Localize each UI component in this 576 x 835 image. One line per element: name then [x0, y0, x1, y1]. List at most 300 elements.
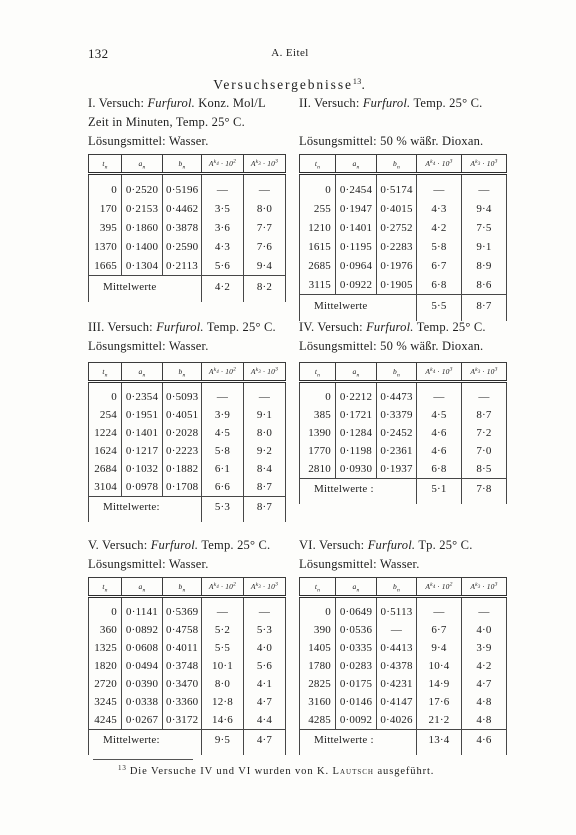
b-value-cell: 0·4758	[163, 621, 202, 639]
column-symbol: t	[102, 159, 105, 168]
time-cell: 0	[89, 174, 122, 200]
table-row	[89, 406, 286, 424]
b-value-cell: 0·3878	[163, 218, 202, 237]
a-value-cell: 0·1721	[336, 406, 377, 424]
column-header-a-value	[336, 363, 377, 382]
time-cell: 1780	[300, 657, 336, 675]
column-symbol: b	[178, 159, 183, 168]
k4-value-cell: 4·2	[417, 218, 462, 237]
column-subscript: n	[104, 587, 108, 594]
footnote	[118, 766, 434, 777]
k3-value-cell: —	[244, 382, 286, 407]
b-value-cell: 0·2028	[163, 424, 202, 442]
k3-value-cell: 8·5	[462, 460, 507, 479]
k4-value-cell: —	[417, 382, 462, 407]
substance-name: Furfurol.	[366, 320, 414, 334]
k4-value-cell: 6·8	[417, 275, 462, 295]
mean-row	[89, 730, 286, 756]
a-value-cell: 0·0092	[336, 711, 377, 730]
time-cell: 3104	[89, 478, 122, 497]
column-header-time	[89, 155, 122, 174]
experiment-conditions: Tp. 25° C.	[415, 538, 473, 552]
column-header-k4-value	[417, 155, 462, 174]
a-value-cell: 0·0494	[122, 657, 163, 675]
k3-value-cell: 9·4	[462, 199, 507, 218]
time-cell: 1224	[89, 424, 122, 442]
time-cell: 1624	[89, 442, 122, 460]
column-header-a-value	[336, 155, 377, 174]
column-factor: · 10	[435, 582, 450, 591]
b-value-cell: 0·2113	[163, 256, 202, 276]
time-cell: 3245	[89, 693, 122, 711]
time-cell: 3115	[300, 275, 336, 295]
k4-value-cell: 3·5	[202, 199, 244, 218]
a-value-cell: 0·0978	[122, 478, 163, 497]
a-value-cell: 0·0964	[336, 256, 377, 275]
time-cell: 385	[300, 406, 336, 424]
table-row	[300, 256, 507, 275]
mean-row	[300, 730, 507, 756]
column-factor: · 10	[260, 367, 276, 376]
time-cell: 1325	[89, 639, 122, 657]
k3-value-cell: 8·4	[244, 460, 286, 478]
experiment-conditions: Temp. 25° C.	[203, 320, 276, 334]
results-table-holder	[299, 154, 506, 321]
column-superscript: k4	[430, 581, 436, 590]
a-value-cell: 0·1284	[336, 424, 377, 442]
k3-value-cell: 9·4	[244, 256, 286, 276]
b-value-cell: 0·5369	[163, 597, 202, 622]
b-value-cell: 0·5196	[163, 174, 202, 200]
k3-value-cell: 4·7	[462, 675, 507, 693]
column-header-k4-value	[417, 578, 462, 597]
column-superscript-index: 4	[216, 369, 219, 375]
column-superscript: k4	[213, 366, 219, 375]
time-cell: 2720	[89, 675, 122, 693]
column-header-k3-value	[462, 578, 507, 597]
page-number: 132	[88, 46, 109, 61]
experiment-label: II. Versuch:	[299, 96, 363, 110]
a-value-cell: 0·0930	[336, 460, 377, 479]
k3-value-cell: 4·4	[244, 711, 286, 730]
column-symbol: t	[314, 582, 318, 591]
a-value-cell: 0·0536	[336, 621, 377, 639]
column-superscript-index: 3	[477, 161, 481, 167]
results-table-holder	[299, 577, 506, 755]
experiment-units-note: Zeit in Minuten, Temp. 25° C.	[88, 115, 245, 129]
results-table-holder	[88, 362, 285, 522]
mean-k3-value: 8·7	[462, 295, 507, 322]
column-factor-exponent: 3	[275, 366, 279, 373]
column-superscript: k3	[475, 158, 481, 167]
time-cell: 254	[89, 406, 122, 424]
column-superscript: k4	[430, 366, 436, 375]
a-value-cell: 0·1947	[336, 199, 377, 218]
a-value-cell: 0·0146	[336, 693, 377, 711]
k4-value-cell: 10·4	[417, 657, 462, 675]
column-superscript: k3	[255, 158, 261, 167]
mean-label: Mittelwerte:	[89, 497, 202, 523]
column-header-k4-value	[202, 155, 244, 174]
column-subscript: n	[104, 372, 108, 379]
k3-value-cell: 5·6	[244, 657, 286, 675]
k4-value-cell: 5·5	[202, 639, 244, 657]
k3-value-cell: —	[462, 174, 507, 200]
column-header-a-value	[122, 155, 163, 174]
footnote-text: Die Versuche IV und VI wurden von K.	[129, 766, 333, 777]
table-row	[89, 382, 286, 407]
table-row	[89, 621, 286, 639]
b-value-cell: 0·4026	[377, 711, 417, 730]
mean-k4-value: 4·2	[202, 276, 244, 303]
a-value-cell: 0·2354	[122, 382, 163, 407]
experiment-heading	[88, 94, 285, 113]
column-header-b-value	[163, 578, 202, 597]
column-subscript: n	[142, 372, 146, 379]
column-factor-exponent: 2	[449, 581, 453, 588]
k4-value-cell: 6·7	[417, 621, 462, 639]
solvent-label: Lösungsmittel: 50 % wäßr. Dioxan.	[299, 339, 484, 353]
k4-value-cell: 17·6	[417, 693, 462, 711]
column-header-k3-value	[244, 363, 286, 382]
k3-value-cell: 4·7	[244, 693, 286, 711]
k4-value-cell: 3·9	[202, 406, 244, 424]
time-cell: 390	[300, 621, 336, 639]
column-header-k3-value	[462, 363, 507, 382]
column-symbol: A	[208, 159, 214, 168]
table-row	[89, 639, 286, 657]
table-row	[89, 256, 286, 276]
solvent-label: Lösungsmittel: Wasser.	[88, 134, 209, 148]
k4-value-cell: —	[202, 597, 244, 622]
b-value-cell: 0·4015	[377, 199, 417, 218]
table-row	[89, 199, 286, 218]
table-row	[300, 675, 507, 693]
results-table	[88, 362, 286, 522]
column-symbol: t	[314, 367, 318, 376]
footnote-text-end: ausgeführt.	[373, 766, 435, 777]
column-superscript: k4	[213, 581, 219, 590]
experiment-heading	[299, 94, 506, 113]
k4-value-cell: 6·6	[202, 478, 244, 497]
table-row	[300, 237, 507, 256]
k3-value-cell: 4·2	[462, 657, 507, 675]
column-header-k3-value	[462, 155, 507, 174]
b-value-cell: 0·4147	[377, 693, 417, 711]
column-header-k3-value	[244, 155, 286, 174]
a-value-cell: 0·1217	[122, 442, 163, 460]
k4-value-cell: 5·8	[202, 442, 244, 460]
column-symbol: a	[138, 582, 143, 591]
a-value-cell: 0·1032	[122, 460, 163, 478]
k3-value-cell: 7·0	[462, 442, 507, 460]
k4-value-cell: —	[202, 382, 244, 407]
column-superscript-index: 4	[216, 584, 219, 590]
table-row	[89, 442, 286, 460]
column-symbol: b	[393, 582, 397, 591]
time-cell: 2825	[300, 675, 336, 693]
k3-value-cell: 8·9	[462, 256, 507, 275]
k3-value-cell: 9·2	[244, 442, 286, 460]
column-factor: · 10	[480, 367, 495, 376]
k3-value-cell: 4·8	[462, 693, 507, 711]
time-cell: 1390	[300, 424, 336, 442]
experiment-heading	[299, 318, 506, 337]
column-subscript: n	[396, 587, 400, 594]
column-header-k4-value	[417, 363, 462, 382]
a-value-cell: 0·0390	[122, 675, 163, 693]
a-value-cell: 0·0338	[122, 693, 163, 711]
column-subscript: n	[356, 372, 360, 379]
column-symbol: a	[352, 367, 357, 376]
time-cell: 0	[89, 382, 122, 407]
mean-label: Mittelwerte	[300, 295, 417, 322]
k3-value-cell: 7·5	[462, 218, 507, 237]
header-row	[89, 155, 286, 174]
mean-k3-value: 4·6	[462, 730, 507, 756]
column-symbol: b	[393, 367, 397, 376]
column-symbol: t	[102, 367, 105, 376]
mean-k4-value: 13·4	[417, 730, 462, 756]
experiment-label: V. Versuch:	[88, 538, 151, 552]
table-row	[89, 237, 286, 256]
solvent-label: Lösungsmittel: Wasser.	[299, 557, 420, 571]
column-subscript: n	[396, 164, 400, 171]
column-superscript-index: 3	[258, 584, 261, 590]
time-cell: 1820	[89, 657, 122, 675]
time-cell: 4245	[89, 711, 122, 730]
table-row	[89, 478, 286, 497]
k3-value-cell: —	[462, 597, 507, 622]
mean-k4-value: 5·3	[202, 497, 244, 523]
k4-value-cell: 5·8	[417, 237, 462, 256]
k4-value-cell: 6·7	[417, 256, 462, 275]
b-value-cell: 0·4051	[163, 406, 202, 424]
column-symbol: b	[178, 582, 183, 591]
b-value-cell: 0·2223	[163, 442, 202, 460]
table-row	[300, 406, 507, 424]
substance-name: Furfurol.	[362, 96, 411, 110]
b-value-cell: 0·5174	[377, 174, 417, 200]
a-value-cell: 0·1951	[122, 406, 163, 424]
k3-value-cell: 4·1	[244, 675, 286, 693]
k4-value-cell: 12·8	[202, 693, 244, 711]
time-cell: 0	[300, 174, 336, 200]
results-table	[299, 362, 507, 504]
mean-row	[300, 479, 507, 505]
b-value-cell: 0·4378	[377, 657, 417, 675]
k3-value-cell: 8·7	[462, 406, 507, 424]
column-symbol: b	[178, 367, 183, 376]
column-symbol: a	[352, 582, 357, 591]
column-factor-exponent: 3	[494, 366, 498, 373]
b-value-cell: 0·2361	[377, 442, 417, 460]
column-factor-exponent: 3	[275, 581, 279, 588]
table-row	[300, 199, 507, 218]
column-header-time	[89, 578, 122, 597]
k4-value-cell: 4·6	[417, 424, 462, 442]
k4-value-cell: 14·6	[202, 711, 244, 730]
column-symbol: A	[208, 367, 214, 376]
experiment-conditions: Konz. Mol/L	[194, 96, 266, 110]
k4-value-cell: 10·1	[202, 657, 244, 675]
a-value-cell: 0·1400	[122, 237, 163, 256]
b-value-cell: 0·2283	[377, 237, 417, 256]
column-superscript-index: 4	[432, 584, 436, 590]
section-title	[0, 77, 576, 93]
footnote-ref: 13	[352, 77, 362, 86]
a-value-cell: 0·0649	[336, 597, 377, 622]
table-row	[300, 639, 507, 657]
k4-value-cell: —	[417, 174, 462, 200]
column-superscript-index: 4	[432, 369, 436, 375]
time-cell: 255	[300, 199, 336, 218]
column-subscript: n	[396, 372, 400, 379]
table-row	[89, 218, 286, 237]
table-row	[89, 711, 286, 730]
experiment-conditions: Temp. 25° C.	[413, 320, 486, 334]
k3-value-cell: —	[244, 597, 286, 622]
time-cell: 395	[89, 218, 122, 237]
heading-spacer	[299, 113, 506, 132]
a-value-cell: 0·0922	[336, 275, 377, 295]
table-row	[300, 442, 507, 460]
table-row	[300, 657, 507, 675]
k3-value-cell: —	[244, 174, 286, 200]
k4-value-cell: 4·3	[417, 199, 462, 218]
column-factor-exponent: 2	[233, 158, 237, 165]
k3-value-cell: 8·7	[244, 478, 286, 497]
k4-value-cell: 6·8	[417, 460, 462, 479]
table-row	[89, 460, 286, 478]
a-value-cell: 0·1401	[336, 218, 377, 237]
column-factor-exponent: 3	[494, 158, 498, 165]
column-factor: · 10	[480, 582, 495, 591]
column-superscript: k3	[255, 366, 261, 375]
b-value-cell: 0·3748	[163, 657, 202, 675]
b-value-cell: 0·3470	[163, 675, 202, 693]
a-value-cell: 0·1198	[336, 442, 377, 460]
time-cell: 2810	[300, 460, 336, 479]
b-value-cell: 0·1882	[163, 460, 202, 478]
time-cell: 1615	[300, 237, 336, 256]
column-factor-exponent: 3	[449, 158, 453, 165]
mean-label: Mittelwerte :	[300, 479, 417, 505]
time-cell: 0	[89, 597, 122, 622]
k4-value-cell: —	[417, 597, 462, 622]
k4-value-cell: 4·5	[417, 406, 462, 424]
experiment-label: III. Versuch:	[88, 320, 157, 334]
b-value-cell: 0·1976	[377, 256, 417, 275]
table-row	[89, 675, 286, 693]
time-cell: 1770	[300, 442, 336, 460]
k4-value-cell: 14·9	[417, 675, 462, 693]
b-value-cell: 0·4231	[377, 675, 417, 693]
mean-k4-value: 5·5	[417, 295, 462, 322]
k4-value-cell: 8·0	[202, 675, 244, 693]
header-row	[300, 578, 507, 597]
column-subscript: n	[317, 372, 321, 379]
column-header-time	[300, 578, 336, 597]
column-superscript-index: 3	[477, 369, 481, 375]
header-row	[300, 155, 507, 174]
column-subscript: n	[356, 587, 360, 594]
results-table	[299, 154, 507, 321]
a-value-cell: 0·0175	[336, 675, 377, 693]
experiment-label: IV. Versuch:	[299, 320, 367, 334]
b-value-cell: 0·3172	[163, 711, 202, 730]
column-symbol: A	[250, 582, 256, 591]
column-subscript: n	[182, 587, 186, 594]
mean-label: Mittelwerte	[89, 276, 202, 303]
time-cell: 3160	[300, 693, 336, 711]
header-row	[89, 578, 286, 597]
a-value-cell: 0·1401	[122, 424, 163, 442]
column-subscript: n	[356, 164, 360, 171]
column-superscript-index: 4	[216, 161, 219, 167]
k4-value-cell: 5·6	[202, 256, 244, 276]
time-cell: 2685	[300, 256, 336, 275]
experiment-iv	[299, 318, 506, 504]
k4-value-cell: 4·3	[202, 237, 244, 256]
a-value-cell: 0·1195	[336, 237, 377, 256]
results-table	[88, 577, 286, 755]
column-symbol: a	[352, 159, 357, 168]
experiment-heading	[88, 536, 285, 555]
results-table-holder	[88, 577, 285, 755]
section-title-text: Versuchsergebnisse	[213, 77, 353, 92]
k3-value-cell: 3·9	[462, 639, 507, 657]
k3-value-cell: —	[462, 382, 507, 407]
column-header-k3-value	[244, 578, 286, 597]
table-row	[300, 218, 507, 237]
mean-row	[89, 497, 286, 523]
solvent-label: Lösungsmittel: Wasser.	[88, 339, 209, 353]
time-cell: 1370	[89, 237, 122, 256]
substance-name: Furfurol.	[150, 538, 199, 552]
footnote-author-name: Lautsch	[332, 766, 374, 777]
column-header-k4-value	[202, 578, 244, 597]
footnote-number: 13	[118, 764, 127, 772]
k3-value-cell: 9·1	[462, 237, 507, 256]
column-factor: · 10	[218, 159, 234, 168]
column-symbol: A	[470, 159, 476, 168]
column-factor: · 10	[435, 367, 450, 376]
column-subscript: n	[182, 164, 186, 171]
results-table-holder	[299, 362, 506, 504]
column-header-k4-value	[202, 363, 244, 382]
k3-value-cell: 8·0	[244, 424, 286, 442]
k3-value-cell: 8·6	[462, 275, 507, 295]
experiment-heading	[299, 536, 506, 555]
column-factor: · 10	[260, 159, 276, 168]
column-factor-exponent: 3	[275, 158, 279, 165]
time-cell: 0	[300, 597, 336, 622]
b-value-cell: 0·4011	[163, 639, 202, 657]
column-factor: · 10	[218, 367, 234, 376]
mean-k3-value: 7·8	[462, 479, 507, 505]
column-symbol: A	[425, 582, 431, 591]
table-row	[89, 174, 286, 200]
column-symbol: A	[470, 367, 476, 376]
column-header-a-value	[336, 578, 377, 597]
time-cell: 1405	[300, 639, 336, 657]
column-symbol: A	[250, 367, 256, 376]
k4-value-cell: 4·5	[202, 424, 244, 442]
column-symbol: A	[425, 159, 431, 168]
solvent-label: Lösungsmittel: 50 % wäßr. Dioxan.	[299, 134, 484, 148]
b-value-cell: 0·1937	[377, 460, 417, 479]
